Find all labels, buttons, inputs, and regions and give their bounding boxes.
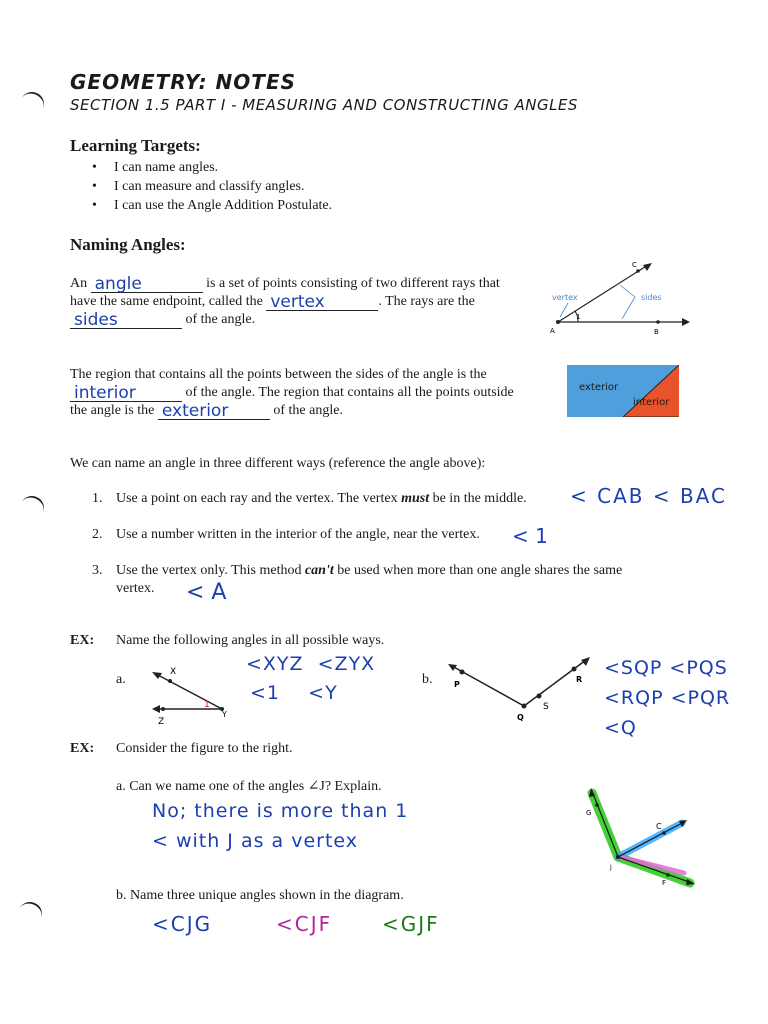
ex2-answer-b-3: <GJF	[382, 912, 440, 936]
region-outside: the angle is the	[70, 403, 155, 418]
ex1-a-answer-line-2: <1 <Y	[250, 682, 338, 704]
label-vertex: vertex	[552, 293, 578, 302]
arrow-x	[152, 672, 162, 679]
point-f	[666, 873, 670, 877]
page-title: GEOMETRY: NOTES	[70, 70, 297, 94]
definition-line-2	[70, 294, 475, 311]
way-3-number: 3.	[92, 563, 103, 578]
blank-vertex[interactable]	[266, 294, 378, 311]
answer-exterior: exterior	[161, 401, 229, 421]
learning-target-item: • I can name angles.	[114, 160, 218, 176]
label-x: X	[170, 667, 177, 677]
label-sides: sides	[641, 293, 662, 302]
ex1-part-b: b.	[422, 672, 433, 687]
label-q: Q	[517, 713, 524, 722]
label-z: Z	[158, 717, 165, 726]
label-j: J	[610, 864, 612, 871]
point-s	[537, 694, 542, 699]
ex2-prompt: Consider the figure to the right.	[116, 741, 293, 756]
label-b: B	[654, 328, 659, 336]
way-3-emphasis: can't	[304, 563, 334, 578]
figure-xyz	[148, 664, 238, 726]
naming-angles-heading: Naming Angles:	[70, 235, 186, 254]
region-rest-2: of the angle.	[273, 403, 343, 418]
ex1-a-answer-line-1: <XYZ <ZYX	[246, 653, 376, 675]
figure-pqr	[444, 654, 594, 734]
label-c: C	[656, 822, 662, 831]
point-x	[168, 679, 172, 683]
point-j	[616, 855, 620, 859]
way-3-text-a: Use the vertex only. This method	[116, 563, 302, 578]
definition-endpoint: have the same endpoint, called the	[70, 294, 263, 309]
point-a	[556, 320, 560, 324]
label-y: Y	[222, 710, 227, 719]
ex1-b-answer-line-1: <SQP <PQS	[604, 657, 728, 679]
answer-interior: interior	[74, 383, 136, 403]
way-3-text-b: be used when more than one angle shares the same	[337, 563, 623, 578]
arrow-c	[643, 263, 652, 271]
region-line-3	[70, 403, 343, 420]
pointer-vertex	[560, 303, 568, 317]
punch-hole-middle	[16, 492, 48, 524]
label-p: P	[454, 680, 460, 689]
ex2-answer-a-line-2: < with J as a vertex	[152, 830, 359, 852]
ray-jc	[618, 822, 684, 857]
definition-rest-1: is a set of points consisting of two different rays that	[206, 276, 500, 291]
ex2-question-a: a. Can we name one of the angles ∠J? Explain.	[116, 779, 382, 794]
punch-hole-top	[16, 88, 48, 120]
ex1-prompt: Name the following angles in all possible ways.	[116, 633, 385, 648]
ex1-part-a: a.	[116, 672, 126, 687]
way-1-text-a: Use a point on each ray and the vertex. The vertex	[116, 491, 398, 506]
learning-target-item: • I can measure and classify angles.	[114, 179, 304, 195]
way-1-text	[116, 491, 527, 507]
ex1-b-answer-line-3: <Q	[604, 717, 637, 739]
point-q	[522, 704, 527, 709]
blank-sides[interactable]	[70, 312, 182, 329]
answer-sides: sides	[74, 310, 118, 330]
definition-rest-2: . The rays are the	[378, 294, 475, 309]
punch-hole-bottom	[14, 898, 46, 930]
blank-exterior[interactable]	[158, 403, 270, 420]
label-s: S	[543, 702, 549, 712]
page-subtitle: SECTION 1.5 PART I - MEASURING AND CONSTRUCTING ANGLES	[70, 96, 578, 114]
label-exterior: exterior	[579, 382, 619, 393]
label-f: F	[662, 879, 667, 887]
way-3-answer: < A	[186, 580, 227, 605]
blank-angle[interactable]	[91, 276, 203, 293]
way-1-text-b: be in the middle.	[432, 491, 527, 506]
learning-target-item: • I can use the Angle Addition Postulate.	[114, 198, 332, 214]
ways-intro: We can name an angle in three different ways (reference the angle above):	[70, 456, 486, 471]
definition-line-1	[70, 276, 500, 293]
answer-angle: angle	[94, 274, 142, 294]
ex2-answer-b-1: <CJG	[152, 912, 213, 936]
label-g: G	[586, 809, 592, 817]
pointer-side-1	[620, 285, 635, 297]
point-r	[572, 667, 577, 672]
blank-interior[interactable]	[70, 385, 182, 402]
way-3-text-c: vertex.	[116, 581, 155, 596]
pointer-side-2	[622, 297, 635, 319]
ray-jg	[592, 791, 618, 857]
ex2-label: EX:	[70, 741, 95, 756]
label-c: C	[632, 261, 637, 269]
point-p	[460, 670, 465, 675]
ex1-label: EX:	[70, 633, 95, 648]
arrow-z	[152, 705, 160, 713]
point-c	[636, 269, 640, 273]
ray-yx	[156, 674, 222, 709]
ex1-b-answer-line-2: <RQP <PQR	[604, 687, 731, 709]
arrow-b	[682, 318, 690, 326]
label-a: A	[550, 327, 555, 335]
ex2-answer-b-2: <CJF	[276, 912, 333, 936]
point-c	[662, 831, 666, 835]
region-line-1: The region that contains all the points between the sides of the angle is the	[70, 367, 487, 382]
definition-line-3	[70, 312, 255, 329]
way-1-answer: < CAB < BAC	[570, 484, 727, 508]
way-3-text	[116, 563, 622, 579]
label-r: R	[576, 675, 583, 684]
ex2-question-b: b. Name three unique angles shown in the diagram.	[116, 888, 404, 903]
way-1-emphasis: must	[401, 491, 430, 506]
arrow-r	[581, 657, 590, 666]
learning-targets-heading: Learning Targets:	[70, 136, 201, 155]
point-g	[595, 803, 599, 807]
way-2-number: 2.	[92, 527, 103, 542]
angle-diagram	[540, 255, 700, 340]
region-rest-1: of the angle. The region that contains all the points outside	[185, 385, 514, 400]
way-1-number: 1.	[92, 491, 103, 506]
way-2-text: Use a number written in the interior of the angle, near the vertex.	[116, 527, 480, 542]
point-b	[656, 320, 660, 324]
interior-exterior-diagram	[567, 365, 679, 417]
label-1: 1	[576, 313, 581, 321]
definition-an: An	[70, 276, 88, 291]
definition-rest-3: of the angle.	[185, 312, 256, 327]
figure-gjcf	[580, 785, 700, 895]
region-line-2	[70, 385, 514, 402]
way-2-answer: < 1	[512, 524, 548, 548]
point-z	[161, 707, 165, 711]
answer-vertex: vertex	[270, 292, 325, 312]
ex2-answer-a-line-1: No; there is more than 1	[152, 800, 409, 822]
label-interior: interior	[633, 397, 670, 408]
label-1: 1	[204, 700, 210, 710]
